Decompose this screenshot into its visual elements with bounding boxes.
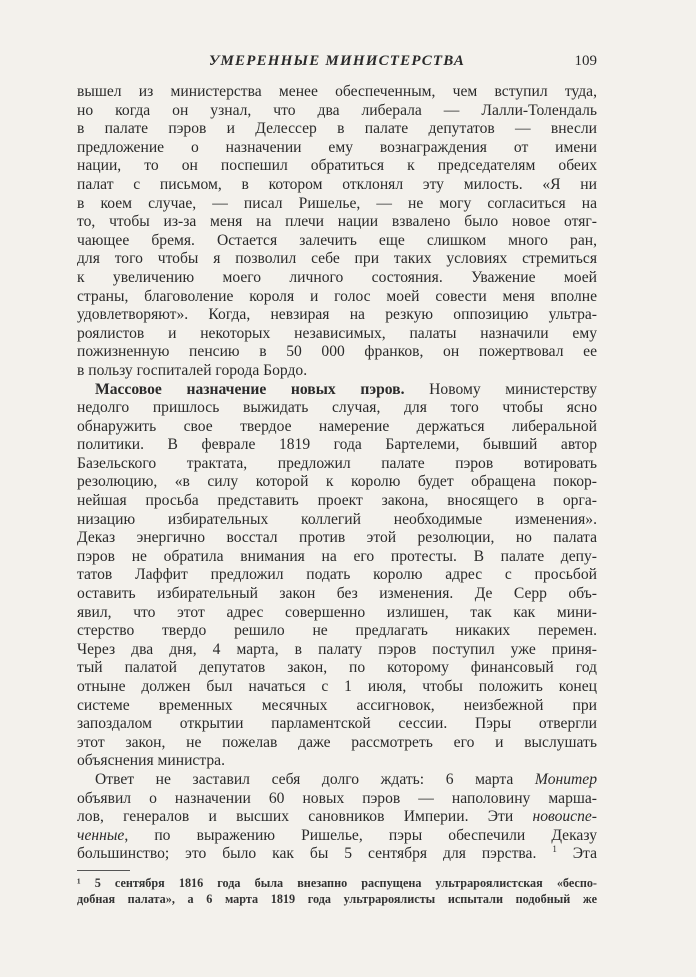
text-line [77, 269, 597, 288]
text-line [77, 790, 597, 809]
text-segment: Через два дня, 4 марта, в палату пэров поступил уже приня- [77, 640, 597, 658]
text-segment: для того чтобы я позволил себе при таких условиях стремиться [77, 250, 597, 268]
text-line [77, 585, 597, 604]
text-line [77, 678, 597, 697]
text-line [77, 548, 597, 567]
text-line [77, 734, 597, 753]
text-line [77, 139, 597, 158]
italic-text: новоиспе- [532, 808, 597, 826]
text-segment: чающее бремя. Остается залечить еще слишком много ран, [77, 231, 597, 249]
page-number: 109 [574, 53, 597, 69]
text-segment: этот закон, не пожелав даже рассмотреть его и выслушать [77, 733, 597, 751]
text-segment: в палате пэров и Делессер в палате депутатов — внесли [77, 120, 597, 138]
text-segment: вышел из министерства менее обеспеченным, чем вступил туда, [77, 83, 597, 100]
text-segment: Ответ не заставил себя долго ждать: 6 марта [95, 770, 535, 788]
text-segment: запоздалом открытии парламентской сессии. Пэры отвергли [77, 715, 597, 733]
text-segment: недолго пришлось выжидать случая, для того чтобы ясно [77, 399, 597, 417]
text-line [77, 176, 597, 195]
text-segment: , по выражению Ришелье, пэры обеспечили Деказу [124, 826, 597, 844]
text-segment: явил, что этот адрес совершенно излишен, так как мини- [77, 603, 597, 621]
text-segment: то, чтобы из-за меня на плечи нации взвалено было новое отяг- [77, 213, 597, 231]
footnote-divider [77, 870, 130, 871]
text-line [77, 120, 597, 139]
text-line [77, 697, 597, 716]
text-segment: Новому министерству [404, 380, 597, 398]
text-line [77, 83, 597, 102]
text-segment: политики. В феврале 1819 года Бартелеми, бывший автор [77, 436, 597, 454]
footnotes [77, 875, 597, 907]
text-line [77, 641, 597, 660]
footnote-marker: 1 [552, 844, 557, 855]
text-segment: к увеличению моего личного состояния. Уважение моей [77, 268, 597, 286]
text-line [77, 325, 597, 344]
text-line [77, 566, 597, 585]
text-segment: удовлетворяют». Когда, невзирая на резкую оппозицию ультра- [77, 306, 597, 324]
text-line [77, 715, 597, 734]
page-header [77, 53, 597, 73]
text-line [77, 418, 597, 437]
text-segment: объявил о назначении 60 новых пэров — наполовину марша- [77, 789, 597, 807]
text-segment: тый палатой депутатов закон, по которому финансовый год [77, 659, 597, 677]
text-line [77, 343, 597, 362]
text-line [77, 622, 597, 641]
text-line [77, 659, 597, 678]
text-line [77, 771, 597, 790]
text-line [77, 232, 597, 251]
text-segment: резолюцию, «в силу которой к королю будет обращена покор- [77, 473, 597, 491]
text-line [77, 306, 597, 325]
text-segment: в пользу госпиталей города Бордо. [77, 361, 308, 379]
text-segment: пожизненную пенсию в 50 000 франков, он пожертвовал ее [77, 343, 597, 361]
text-segment: отныне должен был начаться с 1 июля, чтобы положить конец [77, 678, 597, 695]
text-segment: Базельского трактата, предложил палате пэров вотировать [77, 454, 597, 472]
text-line [77, 845, 597, 864]
text-segment: нации, то он поспешил обратиться к председателям обеих [77, 157, 597, 175]
text-line [77, 752, 597, 771]
text-line [77, 102, 597, 121]
text-segment: нейшая просьба представить проект закона, вносящего в орга- [77, 492, 597, 510]
footnote-line: добная палата», а 6 марта 1819 года ультрароялисты испытали подобный же [77, 892, 597, 906]
text-segment: татов Лаффит предложил подать королю адрес с просьбой [77, 566, 597, 584]
text-segment: оставить избирательный закон без изменения. Де Серр объ- [77, 585, 597, 603]
text-segment: большинство; это было как бы 5 сентября для пэрства. [77, 845, 553, 863]
text-line [77, 399, 597, 418]
text-segment: но когда он узнал, что два либерала — Лалли-Толендаль [77, 101, 597, 119]
text-segment: Эта [556, 845, 597, 863]
text-line [77, 604, 597, 623]
text-line [77, 529, 597, 548]
text-segment: в коем случае, — писал Ришелье, — не могу согласиться на [77, 194, 597, 212]
text-line [77, 436, 597, 455]
text-segment: страны, благоволение короля и голос моей совести меня вполне [77, 287, 597, 305]
text-segment: системе временных месячных ассигновок, неизбежной при [77, 696, 597, 714]
text-segment: Деказ энергично восстал против этой резолюции, но палата [77, 529, 597, 547]
text-segment: объяснения министра. [77, 752, 225, 770]
text-line [77, 808, 597, 827]
text-line [77, 157, 597, 176]
text-line [77, 827, 597, 846]
body-text [77, 83, 597, 864]
text-segment: пэров не обратила внимания на его протесты. В палате депу- [77, 547, 597, 565]
section-heading: Массовое назначение новых пэров. [95, 380, 405, 398]
text-line [77, 455, 597, 474]
text-line [77, 195, 597, 214]
text-line [77, 473, 597, 492]
text-line [77, 381, 597, 400]
text-segment: низацию избирательных коллегий необходимые изменения». [77, 510, 597, 528]
italic-text: ченные [77, 826, 125, 844]
text-line [77, 288, 597, 307]
text-segment: лов, генералов и высших сановников Империи. Эти [77, 808, 533, 826]
text-line [77, 213, 597, 232]
text-segment: роялистов и некоторых независимых, палаты назначили ему [77, 324, 597, 342]
text-line [77, 492, 597, 511]
footnote-line: ¹ 5 сентября 1816 года была внезапно распущена ультрароялистская «беспо- [77, 876, 597, 890]
text-line [77, 511, 597, 530]
text-segment: палат с письмом, в котором отклонял эту милость. «Я ни [77, 175, 597, 193]
text-line [77, 362, 597, 381]
text-segment: обнаружить свое твердое намерение держаться либеральной [77, 417, 597, 435]
text-line [77, 250, 597, 269]
text-segment: стерство твердо решило не предлагать никаких перемен. [77, 622, 597, 640]
running-title: УМЕРЕННЫЕ МИНИСТЕРСТВА [208, 53, 466, 69]
text-segment: предложение о назначении ему вознаграждения от имени [77, 138, 597, 156]
italic-text: Монитер [534, 770, 597, 788]
